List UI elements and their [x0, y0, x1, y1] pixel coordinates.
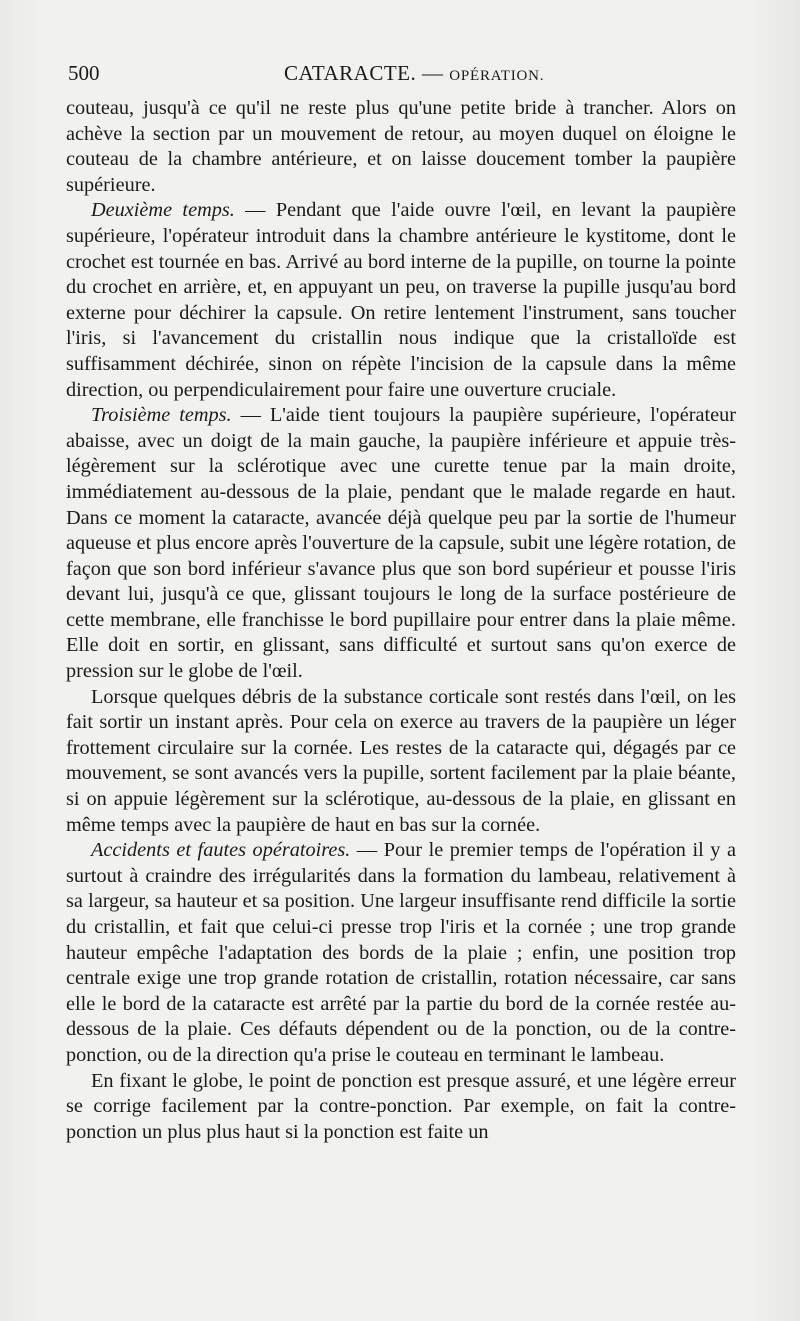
paragraph-lead: Deuxième temps.: [91, 199, 235, 222]
paragraph-lead: Accidents et fautes opératoires.: [91, 839, 351, 862]
paragraph-text: — Pendant que l'aide ouvre l'œil, en levant la paupière supérieure, l'opérateur introduit dans la chambre antérieure le kystitome, dont le crochet est tournée en bas. Arrivé au bord interne de la pupille, on tourne la pointe du crochet en arrière, et, en appuyant un peu, on traverse la pupille jusqu'au bord externe pour déchirer la capsule. On retire lentement l'instrument, sans toucher l'iris, si l'avancement du cristallin nous indique que la cristalloïde est suffisamment déchirée, sinon on répète l'incision de la capsule dans la même direction, ou perpendiculairement pour faire une ouverture cruciale.: [66, 199, 736, 401]
running-header: [68, 58, 736, 88]
paragraph-text: — Pour le premier temps de l'opération il y a surtout à craindre des irrégularités dans la formation du lambeau, relativement à sa largeur, sa hauteur et sa position. Une largeur insuffisante rend difficile la sortie du cristallin, et fait que celui-ci presse trop l'iris et la cornée ; une trop grande hauteur empêche l'adaptation des bords de la plaie ; enfin, une position trop centrale exige une trop grande rotation de cristallin, rotation nécessaire, car sans elle le bord de la cataracte est arrêté par la partie du bord de la cornée restée au-dessous de la plaie. Ces défauts dépendent ou de la ponction, ou de la contre-ponction, ou de la direction qu'a prise le couteau en terminant le lambeau.: [66, 839, 736, 1066]
page-number: 500: [68, 61, 100, 85]
running-title: [284, 58, 544, 91]
section-title: OPÉRATION.: [449, 68, 545, 84]
paragraph-text: Lorsque quelques débris de la substance corticale sont restés dans l'œil, on les fait sortir un instant après. Pour cela on exerce au travers de la paupière un léger frottement circulaire sur la cornée. Les restes de la cataracte qui, dégagés par ce mouvement, se sont avancés vers la pupille, sortent facilement par la plaie béante, si on appuie légèrement sur la sclérotique, au-dessous de la plaie, en glissant en même temps avec la paupière de haut en bas sur la cornée.: [66, 685, 736, 836]
paragraph-troisieme-temps: [66, 403, 736, 685]
paragraph-lead: Troisième temps.: [91, 404, 232, 427]
paragraph-text: couteau, jusqu'à ce qu'il ne reste plus qu'une petite bride à trancher. Alors on achève la section par un mouvement de retour, au moyen duquel on éloigne le couteau de la chambre antérieure, et on laisse doucement tomber la paupière supérieure.: [66, 97, 736, 196]
body-text: [66, 96, 736, 1145]
paragraph-accidents: [66, 838, 736, 1068]
paragraph-fixant: [66, 1069, 736, 1146]
paragraph-debris: [66, 685, 736, 839]
paragraph-continuation: [66, 96, 736, 198]
header-separator: —: [416, 61, 450, 85]
chapter-title: CATARACTE.: [284, 61, 417, 85]
paragraph-text: En fixant le globe, le point de ponction est presque assuré, et une légère erreur se corrige facilement par la contre-ponction. Par exemple, on fait la contre-ponction un plus plus haut si la ponction est faite un: [66, 1069, 736, 1143]
paragraph-deuxieme-temps: [66, 198, 736, 403]
paragraph-text: — L'aide tient toujours la paupière supérieure, l'opérateur abaisse, avec un doigt de la main gauche, la paupière inférieure et appuie très-légèrement sur la sclérotique avec une curette tenue par la main droite, immédiatement au-dessous de la plaie, pendant que le malade regarde en haut. Dans ce moment la cataracte, avancée déjà quelque peu par la sortie de l'humeur aqueuse et plus encore après l'ouverture de la capsule, subit une légère rotation, de façon que son bord inférieur s'avance plus que son bord supérieur et pousse l'iris devant lui, jusqu'à ce que, glissant toujours le long de la surface postérieure de cette membrane, elle franchisse le bord pupillaire pour entrer dans la plaie même. Elle doit en sortir, en glissant, sans difficulté et surtout sans qu'on exerce de pression sur le globe de l'œil.: [66, 404, 736, 683]
